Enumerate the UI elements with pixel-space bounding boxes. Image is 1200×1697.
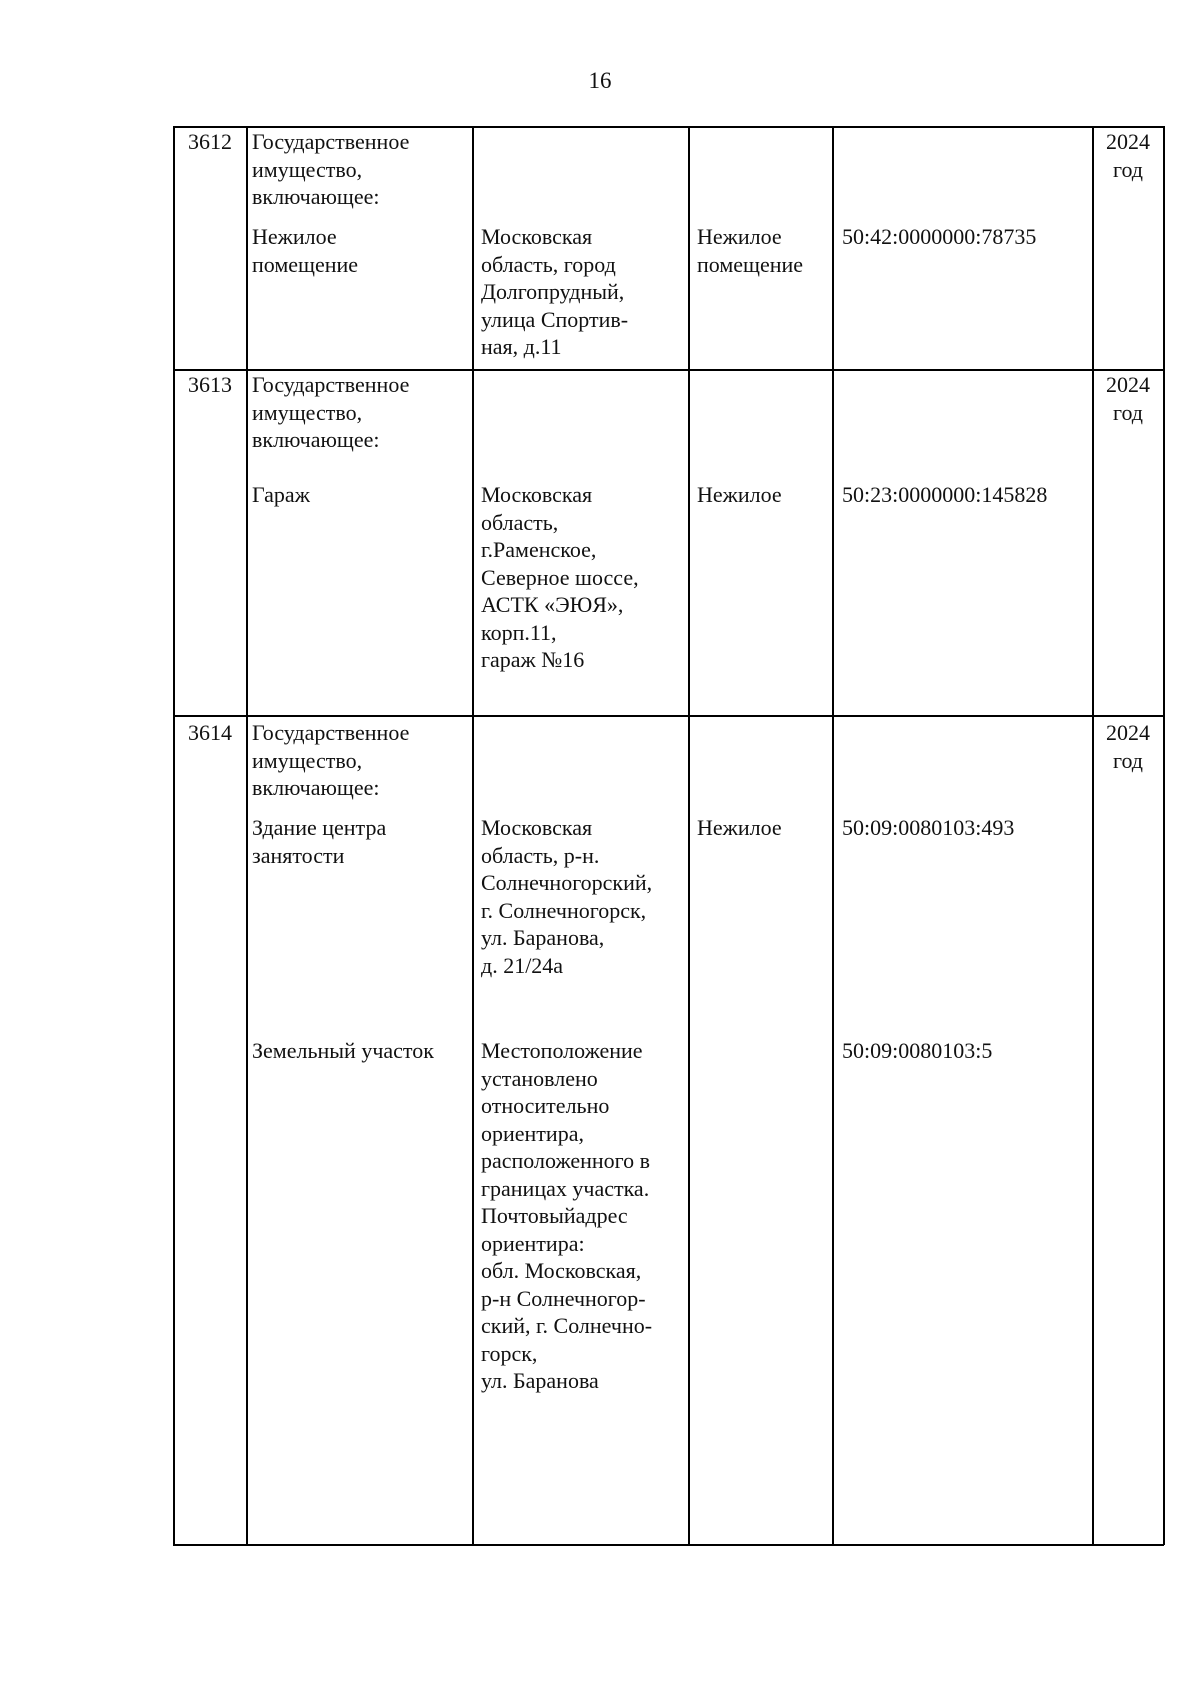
- property-group-label: Государственное имущество, включающее:: [252, 129, 410, 209]
- object-purpose: Нежилое помещение: [697, 224, 804, 277]
- cadastral-number: 50:23:0000000:145828: [842, 482, 1048, 507]
- table-divider-name: [472, 126, 474, 1545]
- row-number: 3612: [188, 129, 232, 154]
- property-group-label: Государственное имущество, включающее:: [252, 372, 410, 452]
- table-border-bottom: [173, 1544, 1164, 1546]
- table-border-right: [1163, 126, 1165, 1545]
- object-name: Нежилое помещение: [252, 224, 359, 277]
- table-divider-cadastral: [1092, 126, 1094, 1545]
- table-divider-num: [246, 126, 248, 1545]
- object-address: Местоположение установлено относительно ориентира, расположенного в границах участка. Почтовыйадрес ориентира: обл. Московская, р-н Солнечногор- ский, г. Солнечно- горск, ул. Баранова: [481, 1038, 653, 1393]
- object-name: Земельный участок: [252, 1038, 434, 1063]
- property-group-label: Государственное имущество, включающее:: [252, 720, 410, 800]
- object-address: Московская область, р-н. Солнечногорский, г. Солнечногорск, ул. Баранова, д. 21/24а: [481, 815, 653, 978]
- object-address: Московская область, г.Раменское, Северное шоссе, АСТК «ЭЮЯ», корп.11, гараж №16: [481, 482, 639, 672]
- page-number: 16: [588, 68, 612, 93]
- object-address: Московская область, город Долгопрудный, улица Спортив- ная, д.11: [481, 224, 629, 359]
- table-divider-purpose: [832, 126, 834, 1545]
- year-cell: 2024 год: [1106, 129, 1150, 182]
- table-divider-address: [688, 126, 690, 1545]
- cadastral-number: 50:09:0080103:493: [842, 815, 1015, 840]
- table-border-left: [173, 126, 175, 1545]
- row-divider-3614: [173, 715, 1164, 717]
- row-number: 3613: [188, 372, 232, 397]
- row-number: 3614: [188, 720, 232, 745]
- object-name: Здание центра занятости: [252, 815, 387, 868]
- object-name: Гараж: [252, 482, 310, 507]
- object-purpose: Нежилое: [697, 482, 782, 507]
- year-cell: 2024 год: [1106, 372, 1150, 425]
- cadastral-number: 50:42:0000000:78735: [842, 224, 1037, 249]
- cadastral-number: 50:09:0080103:5: [842, 1038, 993, 1063]
- object-purpose: Нежилое: [697, 815, 782, 840]
- year-cell: 2024 год: [1106, 720, 1150, 773]
